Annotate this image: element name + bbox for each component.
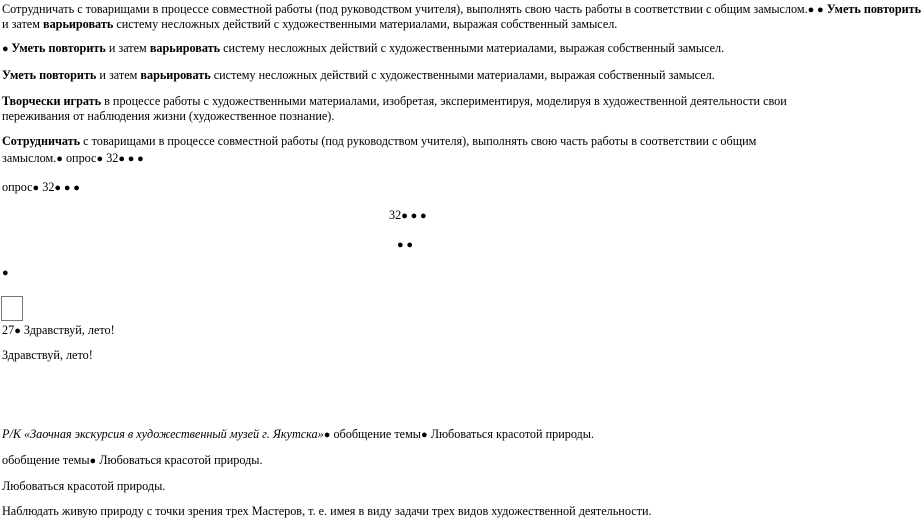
p2-rest: систему несложных действий с художественными материалами, выражая собственный замысел. — [220, 41, 725, 55]
bullet-icon: ● — [89, 455, 97, 467]
paragraph-4 — [2, 94, 814, 124]
p3-bold-vary: варьировать — [140, 68, 211, 82]
p12-admire: Любоваться красотой природы. — [427, 427, 594, 441]
p5-intent: замыслом. — [2, 151, 57, 165]
p2-and-then: и затем — [105, 41, 150, 55]
bullet-icon: ● ● ● — [118, 153, 144, 165]
p10-number: 27 — [2, 323, 15, 337]
paragraph-3 — [2, 68, 715, 82]
image-placeholder — [1, 296, 23, 321]
p1-bold-vary: варьировать — [42, 17, 114, 31]
p2-bold-vary: варьировать — [149, 41, 221, 55]
p7-number: 32 — [389, 208, 402, 222]
paragraph-1-line-2 — [2, 17, 617, 31]
p4-bold-play: Творчески играть — [2, 94, 102, 108]
p5-bold-cooperate: Сотрудничать — [2, 134, 81, 148]
paragraph-12 — [2, 427, 594, 442]
bullet-icon: ● — [96, 153, 104, 165]
bullet-icon: ● ● — [397, 239, 414, 251]
bullet-icon: ● ● ● — [401, 210, 427, 222]
bullet-icon: ● ● ● — [54, 182, 80, 194]
p1-bold-repeat: Уметь повторить — [826, 2, 921, 16]
paragraph-6 — [2, 180, 80, 195]
bullet-icon: ● — [2, 267, 9, 279]
p11-hello-summer: Здравствуй, лето! — [2, 348, 93, 362]
paragraph-1-line-1 — [2, 2, 921, 17]
p13-generalization: обобщение темы — [2, 453, 90, 467]
p5-rest: с товарищами в процессе совместной работы (под руководством учителя), выполнять свою часть работы в соответствии с общим — [80, 134, 757, 148]
p1-and-then: и затем — [2, 17, 43, 31]
p6-number: 32 — [39, 180, 55, 194]
paragraph-7 — [389, 208, 427, 223]
p13-admire: Любоваться красотой природы. — [96, 453, 263, 467]
paragraph-11 — [2, 348, 93, 362]
p4-rest: в процессе работы с художественными материалами, изобретая, экспериментируя, моделируя в художественной деятельности свои переживания от наблюдения жизни (художественное познание). — [2, 94, 787, 123]
bullet-icon: ● — [56, 153, 63, 165]
paragraph-10 — [2, 323, 115, 338]
paragraph-14 — [2, 479, 165, 493]
p12-excursion: Р/К «Заочная экскурсия в художественный музей г. Якутска» — [2, 427, 324, 441]
p5-number: 32 — [103, 151, 119, 165]
p1-rest: систему несложных действий с художественными материалами, выражая собственный замысел. — [113, 17, 618, 31]
p5-survey: опрос — [62, 151, 97, 165]
p1-text: Сотрудничать с товарищами в процессе совместной работы (под руководством учителя), выполнять свою часть работы в соответствии с общим замыслом. — [2, 2, 808, 16]
paragraph-5-line-2 — [2, 151, 144, 166]
bullet-icon: ● — [2, 43, 12, 55]
paragraph-15 — [2, 504, 652, 518]
p3-rest: систему несложных действий с художественными материалами, выражая собственный замысел. — [210, 68, 715, 82]
paragraph-13 — [2, 453, 263, 468]
paragraph-5-line-1 — [2, 134, 756, 148]
p3-and-then: и затем — [96, 68, 141, 82]
bullet-icon: ● — [32, 182, 40, 194]
paragraph-9 — [2, 265, 9, 280]
bullet-icon: ● ● — [807, 4, 824, 16]
bullet-icon: ● — [420, 429, 428, 441]
paragraph-8 — [397, 237, 413, 252]
bullet-icon: ● — [323, 429, 331, 441]
p2-bold-repeat: Уметь повторить — [11, 41, 106, 55]
p10-hello-summer: Здравствуй, лето! — [20, 323, 115, 337]
p14-admire: Любоваться красотой природы. — [2, 479, 166, 493]
p3-bold-repeat: Уметь повторить — [2, 68, 97, 82]
bullet-icon: ● — [14, 325, 21, 337]
p15-observe: Наблюдать живую природу с точки зрения трех Мастеров, т. е. имея в виду задачи трех видов художественной деятельности. — [2, 504, 652, 518]
p12-generalization: обобщение темы — [330, 427, 421, 441]
paragraph-2 — [2, 41, 724, 56]
p6-survey: опрос — [2, 180, 33, 194]
